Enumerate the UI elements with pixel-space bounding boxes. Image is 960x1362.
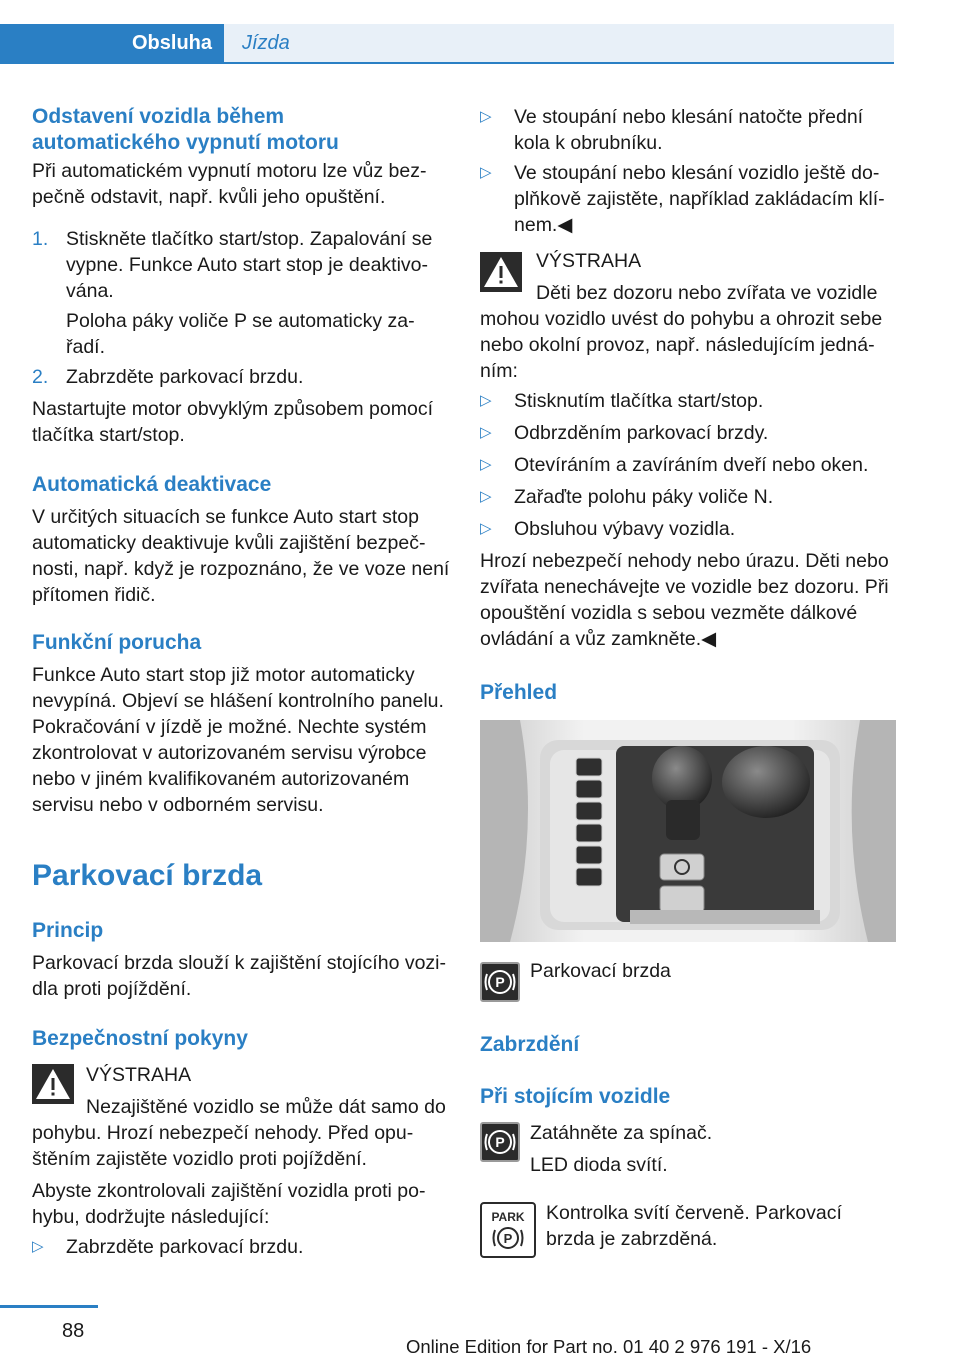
center-console-photo (480, 720, 896, 942)
bullet-zakladaci-klin: Ve stoupání nebo klesání vozidlo ještě do‐ plňkově zajistěte, například zakládacím klí‐ nem.◀ (514, 162, 885, 236)
parking-brake-icon (480, 962, 520, 1002)
heading-bezpecnostni-pokyny: Bezpečnostní pokyny (32, 1027, 248, 1050)
warning-bullet-volic: Zařaďte polohu páky voliče N. (514, 486, 774, 508)
paragraph-abyste: Abyste zkontrolovali zajištění vozidla proti po‐ hybu, dodržujte následující: (32, 1180, 426, 1228)
warning-bullet-start-stop: Stisknutím tlačítka start/stop. (514, 390, 764, 412)
heading-princip: Princip (32, 919, 104, 942)
bullet-marker: ▷ (480, 456, 492, 473)
svg-text:P: P (495, 1134, 505, 1150)
paragraph-porucha: Funkce Auto start stop již motor automaticky nevypíná. Objeví se hlášení kontrolního panelu. Pokračování v jízdě je možné. Nechte systém zkontrolovat v autorizovaném servisu výrobce nebo v jiném kvalifikovaném autorizovaném servisu nebo v odborném servisu. (32, 664, 444, 816)
heading-automaticka-deaktivace: Automatická deaktivace (32, 473, 272, 496)
bullet-marker: ▷ (480, 392, 492, 409)
step-number-2: 2. (32, 366, 49, 388)
bullet-marker: ▷ (480, 520, 492, 537)
chapter-tabs (0, 24, 894, 62)
paragraph-odstaveni: Při automatickém vypnutí motoru lze vůz bez‐ pečně odstavit, např. kvůli jeho opuštění. (32, 160, 427, 208)
warning-bullet-dvere: Otevíráním a zavíráním dveří nebo oken. (514, 454, 869, 476)
bullet-marker: ▷ (32, 1238, 44, 1255)
warning-bullet-odbrzdenim: Odbrzděním parkovací brzdy. (514, 422, 769, 444)
warning-text-right-line1: Děti bez dozoru nebo zvířata ve vozidle (536, 282, 878, 304)
step-1-note: Poloha páky voliče P se automaticky za‐ řadí. (66, 310, 415, 358)
heading-funkcni-porucha: Funkční porucha (32, 631, 202, 654)
page-number: 88 (62, 1320, 85, 1342)
paragraph-nastartujte: Nastartujte motor obvyklým způsobem pomocí tlačítka start/stop. (32, 398, 433, 446)
park-indicator-icon (480, 1202, 536, 1258)
edition-note: Online Edition for Part no. 01 40 2 976 191 - X/16 (406, 1336, 812, 1357)
svg-text:P: P (503, 1231, 513, 1246)
kontrolka-text: Kontrolka svítí červeně. Parkovací brzda je zabrzděná. (546, 1202, 842, 1250)
bullet-zabrzdete: Zabrzděte parkovací brzdu. (66, 1236, 304, 1258)
paragraph-hrozi: Hrozí nebezpečí nehody nebo úrazu. Děti nebo zvířata nenechávejte ve vozidle bez dozoru. Při opouštění vozidla s sebou vezměte dálkové ovládání a vůz zamkněte.◀ (480, 550, 889, 650)
warning-text-right-rest: mohou vozidlo uvést do pohybu a ohrozit sebe nebo okolní provoz, např. následujícím jedná‐ ním: (480, 308, 883, 382)
heading-prehled: Přehled (480, 681, 558, 704)
heading-parkovaci-brzda: Parkovací brzda (32, 859, 263, 892)
park-label: PARK (491, 1210, 525, 1224)
warning-text-left-rest: pohybu. Hrozí nebezpečí nehody. Před opu‐ štěním zajistěte vozidlo proti pojíždění. (32, 1122, 414, 1170)
warning-text-left-line1: Nezajištěné vozidlo se může dát samo do (86, 1096, 446, 1118)
bullet-kola: Ve stoupání nebo klesání natočte přední kola k obrubníku. (514, 106, 864, 154)
step-2-text: Zabrzděte parkovací brzdu. (66, 366, 304, 388)
icon-caption-parkovaci-brzda: Parkovací brzda (530, 960, 671, 982)
paragraph-deaktivace: V určitých situacích se funkce Auto start stop automaticky deaktivuje kvůli zajištění bezpeč‐ nosti, např. když je rozpoznáno, že ve voze není přítomen řidič. (32, 506, 450, 606)
bullet-marker: ▷ (480, 424, 492, 441)
bullet-marker: ▷ (480, 108, 492, 125)
tab-jizda[interactable]: Jízda (224, 24, 894, 62)
heading-odstaveni: Odstavení vozidla během automatického vypnutí motoru (32, 105, 339, 154)
heading-pri-stojicim-vozidle: Při stojícím vozidle (480, 1085, 671, 1108)
header-rule (0, 62, 894, 64)
svg-text:P: P (495, 974, 505, 990)
heading-zabrzdeni: Zabrzdění (480, 1033, 580, 1056)
step-number-1: 1. (32, 228, 49, 250)
paragraph-princip: Parkovací brzda slouží k zajištění stojícího vozi‐ dla proti pojíždění. (32, 952, 447, 1000)
tab-obsluha[interactable]: Obsluha (0, 24, 224, 62)
footer-rule (0, 1305, 98, 1308)
bullet-marker: ▷ (480, 488, 492, 505)
warning-title-left: VÝSTRAHA (86, 1064, 192, 1086)
instruction-zatahnete: Zatáhněte za spínač. (530, 1122, 713, 1144)
bullet-marker: ▷ (480, 164, 492, 181)
warning-title-right: VÝSTRAHA (536, 250, 642, 272)
warning-bullet-vybava: Obsluhou výbavy vozidla. (514, 518, 736, 540)
instruction-led: LED dioda svítí. (530, 1154, 668, 1176)
parking-brake-switch-icon (480, 1122, 520, 1162)
warning-icon (480, 252, 522, 292)
warning-icon (32, 1064, 74, 1104)
step-1-text: Stiskněte tlačítko start/stop. Zapalování se vypne. Funkce Auto start stop je deaktivo‐ vána. (66, 228, 433, 302)
